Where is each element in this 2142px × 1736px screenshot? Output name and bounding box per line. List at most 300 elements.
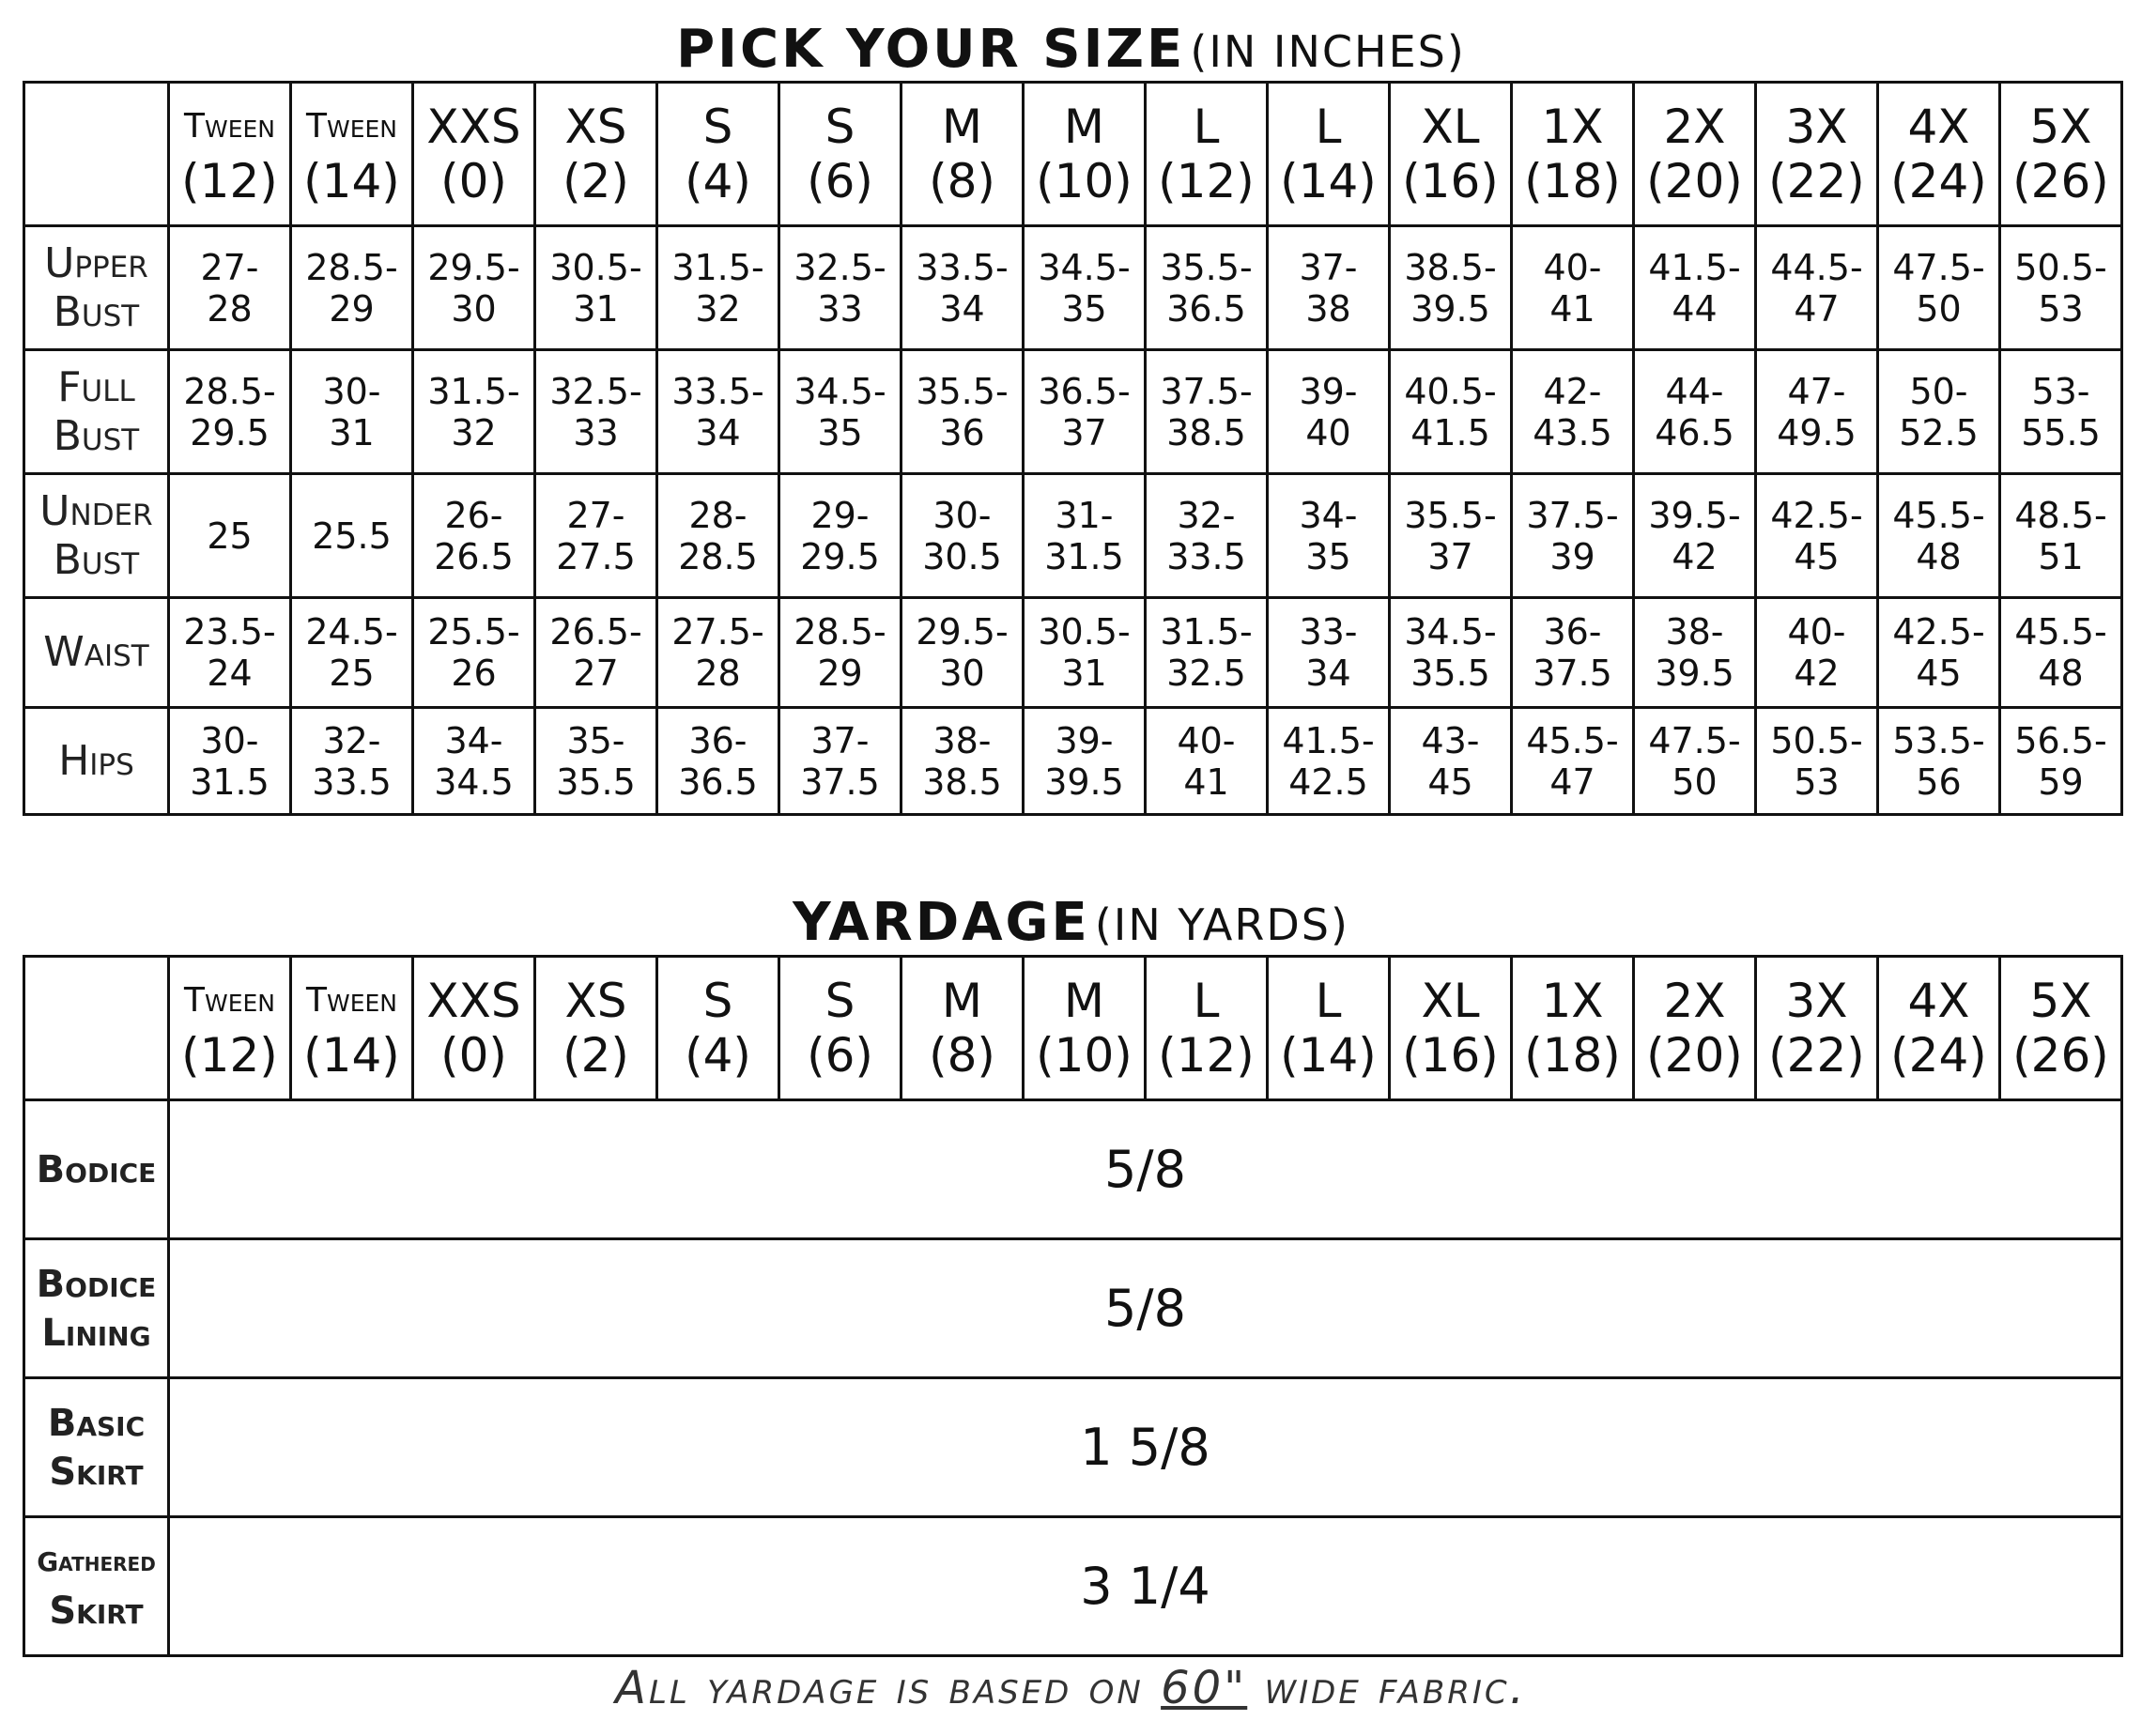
size-number: (6) — [807, 154, 873, 208]
measurement-value: 42.5 — [1288, 760, 1368, 803]
measurement-value: 41 — [1183, 760, 1229, 803]
size-number: (2) — [562, 1028, 629, 1083]
measurement-cell — [1268, 598, 1390, 708]
size-name: L — [1193, 974, 1220, 1028]
measurement-cell — [2000, 474, 2122, 598]
measurement-cell — [2000, 708, 2122, 815]
measurement-value: 45 — [1916, 653, 1962, 694]
measurement-value: 53 — [2038, 287, 2084, 330]
yardage-chart-size-header — [657, 957, 779, 1100]
measurement-value: 33.5 — [312, 760, 392, 803]
measurement-cell — [1268, 708, 1390, 815]
measurement-cell — [291, 350, 413, 474]
yardage-row — [24, 1239, 2122, 1378]
measurement-label-line: Under — [39, 486, 153, 535]
size-name: XS — [564, 100, 627, 154]
size-name: 2X — [1663, 974, 1726, 1028]
fabric-piece-label-line: Lining — [41, 1311, 151, 1355]
measurement-cell — [1390, 226, 1512, 350]
measurement-value: 32.5 — [1166, 653, 1246, 694]
size-chart-corner-cell — [24, 83, 169, 226]
measurement-value: 32- — [1177, 494, 1236, 536]
measurement-value: 40- — [1543, 246, 1602, 288]
measurement-row — [24, 598, 2122, 708]
measurement-cell — [1756, 474, 1878, 598]
measurement-cell — [291, 598, 413, 708]
size-chart-size-header — [1512, 83, 1634, 226]
size-name: 1X — [1541, 974, 1604, 1028]
measurement-value: 42.5- — [1770, 494, 1863, 536]
measurement-value: 42- — [1543, 370, 1602, 412]
size-name: 1X — [1541, 100, 1604, 154]
measurement-value: 39.5 — [1410, 287, 1490, 330]
measurement-cell — [657, 708, 779, 815]
measurement-cell — [779, 350, 901, 474]
measurement-value: 35 — [1061, 287, 1107, 330]
measurement-cell — [1512, 350, 1634, 474]
measurement-cell — [657, 350, 779, 474]
measurement-label — [24, 474, 169, 598]
measurement-label — [24, 350, 169, 474]
measurement-value: 40.5- — [1404, 370, 1497, 412]
size-number: (0) — [440, 154, 507, 208]
measurement-value: 45.5- — [2014, 611, 2107, 653]
yardage-chart-header-row — [24, 957, 2122, 1100]
measurement-cell — [1146, 226, 1268, 350]
measurement-value: 33 — [573, 411, 619, 453]
measurement-cell — [1634, 708, 1756, 815]
measurement-cell — [779, 474, 901, 598]
measurement-value: 30.5- — [1038, 611, 1131, 653]
measurement-value: 42.5- — [1892, 611, 1985, 653]
measurement-value: 35.5- — [1404, 494, 1497, 536]
size-chart-size-header — [657, 83, 779, 226]
measurement-value: 59 — [2038, 760, 2084, 803]
size-name: XXS — [426, 974, 521, 1028]
measurement-cell — [413, 474, 535, 598]
footnote — [0, 1662, 2142, 1714]
measurement-value: 45.5- — [1526, 719, 1619, 761]
measurement-label-line: Hips — [58, 736, 134, 785]
measurement-label — [24, 708, 169, 815]
measurement-cell — [1390, 350, 1512, 474]
measurement-cell — [535, 226, 657, 350]
measurement-value: 31 — [573, 287, 619, 330]
measurement-value: 43- — [1421, 719, 1480, 761]
measurement-value: 26 — [451, 653, 497, 694]
size-name: 5X — [2029, 100, 2092, 154]
measurement-cell — [1024, 474, 1146, 598]
measurement-value: 31- — [1055, 494, 1114, 536]
measurement-value: 36- — [1543, 611, 1602, 653]
measurement-value: 29 — [329, 287, 375, 330]
yardage-value: 5/8 — [169, 1239, 2122, 1378]
yardage-value: 3 1/4 — [169, 1517, 2122, 1656]
measurement-value: 36 — [939, 411, 985, 453]
measurement-value: 48.5- — [2014, 494, 2107, 536]
measurement-value: 44 — [1672, 287, 1718, 330]
measurement-cell — [901, 226, 1024, 350]
measurement-value: 48 — [2038, 653, 2084, 694]
yardage-chart-subtitle: (IN YARDS) — [1094, 899, 1349, 950]
measurement-cell — [291, 226, 413, 350]
measurement-value: 37.5- — [1526, 494, 1619, 536]
measurement-cell — [1024, 226, 1146, 350]
measurement-value: 51 — [2038, 535, 2084, 577]
measurement-cell — [169, 598, 291, 708]
measurement-value: 29.5- — [427, 246, 520, 288]
measurement-value: 36.5 — [1166, 287, 1246, 330]
measurement-value: 34 — [1305, 653, 1351, 694]
size-name: M — [1063, 974, 1105, 1028]
size-number: (18) — [1524, 154, 1621, 208]
measurement-value: 33.5 — [1166, 535, 1246, 577]
measurement-value: 44- — [1665, 370, 1724, 412]
size-number: (4) — [685, 1028, 751, 1083]
measurement-value: 39.5- — [1648, 494, 1741, 536]
measurement-value: 36- — [688, 719, 747, 761]
measurement-cell — [1756, 598, 1878, 708]
measurement-value: 41 — [1549, 287, 1595, 330]
fabric-piece-label-line: Skirt — [49, 1450, 144, 1494]
fabric-piece-label-line: Gathered — [37, 1545, 156, 1577]
measurement-value: 47.5- — [1648, 719, 1741, 761]
size-number: (20) — [1646, 1028, 1743, 1083]
measurement-cell — [1390, 598, 1512, 708]
size-number: (26) — [2012, 1028, 2109, 1083]
measurement-value: 27- — [200, 246, 259, 288]
measurement-value: 29.5- — [916, 611, 1009, 653]
measurement-cell — [291, 708, 413, 815]
fabric-piece-label — [24, 1517, 169, 1656]
measurement-value: 42 — [1794, 653, 1840, 694]
yardage-chart-title-block — [0, 892, 2142, 953]
size-number: (22) — [1768, 154, 1865, 208]
measurement-value: 31.5- — [671, 246, 764, 288]
size-name: 3X — [1785, 974, 1848, 1028]
measurement-label-line: Upper — [44, 238, 148, 287]
size-chart-size-header — [535, 83, 657, 226]
measurement-value: 25.5 — [312, 515, 392, 557]
yardage-chart-corner-cell — [24, 957, 169, 1100]
measurement-value: 35.5- — [1160, 246, 1253, 288]
yardage-chart-size-header — [2000, 957, 2122, 1100]
footnote-after: wide fabric. — [1247, 1662, 1527, 1714]
size-chart-subtitle: (IN INCHES) — [1190, 26, 1466, 77]
measurement-value: 47 — [1794, 287, 1840, 330]
size-number: (24) — [1890, 1028, 1987, 1083]
yardage-value: 5/8 — [169, 1100, 2122, 1239]
measurement-label — [24, 226, 169, 350]
size-number: (14) — [1280, 1028, 1377, 1083]
measurement-value: 50 — [1916, 287, 1962, 330]
measurement-cell — [1512, 474, 1634, 598]
measurement-row — [24, 226, 2122, 350]
measurement-value: 33.5- — [671, 370, 764, 412]
measurement-value: 36.5- — [1038, 370, 1131, 412]
measurement-cell — [1512, 598, 1634, 708]
measurement-cell — [657, 598, 779, 708]
size-chart-size-header — [1634, 83, 1756, 226]
measurement-value: 50- — [1909, 370, 1968, 412]
fabric-piece-label-line: Bodice — [36, 1262, 157, 1306]
measurement-cell — [1634, 474, 1756, 598]
measurement-row — [24, 350, 2122, 474]
size-name: 3X — [1785, 100, 1848, 154]
size-chart-size-header — [901, 83, 1024, 226]
measurement-value: 33 — [817, 287, 863, 330]
size-name: XL — [1421, 100, 1480, 154]
measurement-row — [24, 708, 2122, 815]
measurement-cell — [291, 474, 413, 598]
measurement-cell — [413, 350, 535, 474]
measurement-value: 30- — [932, 494, 992, 536]
yardage-chart-table — [23, 955, 2123, 1657]
measurement-cell — [1268, 474, 1390, 598]
measurement-cell — [901, 474, 1024, 598]
measurement-cell — [1268, 350, 1390, 474]
measurement-value: 35 — [817, 411, 863, 453]
size-number: (8) — [929, 1028, 995, 1083]
measurement-value: 42 — [1672, 535, 1718, 577]
size-number: (26) — [2012, 154, 2109, 208]
measurement-cell — [535, 598, 657, 708]
measurement-value: 31.5- — [427, 370, 520, 412]
measurement-value: 38.5 — [922, 760, 1002, 803]
measurement-value: 34.5 — [434, 760, 514, 803]
measurement-value: 30 — [451, 287, 497, 330]
measurement-label-line: Bust — [53, 287, 140, 336]
measurement-cell — [901, 350, 1024, 474]
yardage-chart-size-header — [1756, 957, 1878, 1100]
measurement-value: 35.5 — [556, 760, 636, 803]
measurement-cell — [1634, 598, 1756, 708]
size-chart-size-header — [1756, 83, 1878, 226]
size-name: Tween — [305, 107, 397, 146]
measurement-value: 34.5- — [1038, 246, 1131, 288]
yardage-chart-size-header — [1878, 957, 2000, 1100]
size-name: XS — [564, 974, 627, 1028]
fabric-piece-label-line: Basic — [47, 1401, 146, 1445]
measurement-value: 35.5 — [1410, 653, 1490, 694]
measurement-value: 30.5- — [549, 246, 642, 288]
measurement-value: 30 — [939, 653, 985, 694]
measurement-value: 45.5- — [1892, 494, 1985, 536]
measurement-value: 29.5 — [190, 411, 270, 453]
measurement-value: 29 — [817, 653, 863, 694]
fabric-piece-label — [24, 1378, 169, 1517]
measurement-value: 41.5 — [1410, 411, 1490, 453]
measurement-value: 30- — [200, 719, 259, 761]
size-number: (4) — [685, 154, 751, 208]
yardage-chart-size-header — [291, 957, 413, 1100]
size-number: (12) — [181, 154, 278, 208]
size-name: Tween — [305, 981, 397, 1020]
size-name: L — [1193, 100, 1220, 154]
measurement-cell — [2000, 226, 2122, 350]
yardage-chart-size-header — [1512, 957, 1634, 1100]
measurement-value: 47- — [1787, 370, 1846, 412]
measurement-value: 56.5- — [2014, 719, 2107, 761]
measurement-value: 25 — [207, 515, 253, 557]
size-number: (16) — [1402, 1028, 1499, 1083]
measurement-value: 23.5- — [183, 611, 276, 653]
measurement-value: 39 — [1549, 535, 1595, 577]
measurement-cell — [901, 708, 1024, 815]
measurement-value: 37- — [1299, 246, 1358, 288]
measurement-value: 38- — [1665, 611, 1724, 653]
yardage-chart-size-header — [1024, 957, 1146, 1100]
measurement-value: 35 — [1305, 535, 1351, 577]
size-chart-size-header — [291, 83, 413, 226]
measurement-value: 40- — [1177, 719, 1236, 761]
measurement-value: 26.5 — [434, 535, 514, 577]
measurement-value: 28.5- — [305, 246, 398, 288]
yardage-chart-size-header — [535, 957, 657, 1100]
measurement-value: 38 — [1305, 287, 1351, 330]
measurement-value: 39- — [1055, 719, 1114, 761]
size-chart-size-header — [1268, 83, 1390, 226]
measurement-value: 31.5 — [190, 760, 270, 803]
measurement-cell — [1024, 350, 1146, 474]
measurement-cell — [1878, 226, 2000, 350]
measurement-value: 40 — [1305, 411, 1351, 453]
measurement-row — [24, 474, 2122, 598]
measurement-value: 27 — [573, 653, 619, 694]
size-number: (12) — [1158, 1028, 1255, 1083]
yardage-chart-title: YARDAGE — [793, 892, 1090, 953]
size-number: (20) — [1646, 154, 1743, 208]
size-name: 4X — [1907, 100, 1970, 154]
measurement-value: 35- — [566, 719, 625, 761]
measurement-cell — [1878, 598, 2000, 708]
measurement-cell — [169, 226, 291, 350]
measurement-value: 25 — [329, 653, 375, 694]
measurement-value: 37.5 — [800, 760, 880, 803]
measurement-cell — [1146, 598, 1268, 708]
size-chart-size-header — [2000, 83, 2122, 226]
footnote-fabric-width: 60" — [1161, 1662, 1248, 1714]
measurement-value: 39.5 — [1655, 653, 1734, 694]
measurement-value: 45 — [1794, 535, 1840, 577]
measurement-value: 28.5- — [794, 611, 886, 653]
size-chart-size-header — [1146, 83, 1268, 226]
size-chart-size-header — [1390, 83, 1512, 226]
size-chart-size-header — [779, 83, 901, 226]
size-number: (22) — [1768, 1028, 1865, 1083]
measurement-cell — [2000, 350, 2122, 474]
size-name: L — [1315, 974, 1342, 1028]
measurement-cell — [1512, 708, 1634, 815]
measurement-cell — [901, 598, 1024, 708]
footnote-before: All yardage is based on — [615, 1662, 1162, 1714]
measurement-value: 29.5 — [800, 535, 880, 577]
yardage-chart-size-header — [1634, 957, 1756, 1100]
measurement-value: 31.5- — [1160, 611, 1253, 653]
measurement-cell — [1756, 226, 1878, 350]
size-chart-size-header — [413, 83, 535, 226]
measurement-cell — [779, 226, 901, 350]
size-name: 4X — [1907, 974, 1970, 1028]
fabric-piece-label — [24, 1100, 169, 1239]
measurement-label-line: Waist — [43, 628, 149, 676]
size-number: (10) — [1036, 154, 1133, 208]
measurement-value: 32.5- — [549, 370, 642, 412]
measurement-cell — [169, 350, 291, 474]
measurement-value: 24 — [207, 653, 253, 694]
size-chart-size-header — [1878, 83, 2000, 226]
measurement-value: 40- — [1787, 611, 1846, 653]
measurement-value: 31.5 — [1044, 535, 1124, 577]
measurement-value: 34- — [444, 719, 503, 761]
measurement-cell — [2000, 598, 2122, 708]
measurement-cell — [1634, 350, 1756, 474]
measurement-value: 28 — [695, 653, 741, 694]
measurement-cell — [1146, 708, 1268, 815]
size-name: 5X — [2029, 974, 2092, 1028]
measurement-value: 41.5- — [1648, 246, 1741, 288]
measurement-value: 32 — [451, 411, 497, 453]
yardage-chart-size-header — [779, 957, 901, 1100]
measurement-value: 39.5 — [1044, 760, 1124, 803]
yardage-chart-size-header — [1268, 957, 1390, 1100]
measurement-value: 38.5 — [1166, 411, 1246, 453]
size-name: XXS — [426, 100, 521, 154]
size-number: (16) — [1402, 154, 1499, 208]
size-chart-size-header — [169, 83, 291, 226]
measurement-value: 37.5 — [1533, 653, 1612, 694]
measurement-value: 27- — [566, 494, 625, 536]
measurement-value: 53- — [2031, 370, 2090, 412]
measurement-value: 25.5- — [427, 611, 520, 653]
measurement-value: 28- — [688, 494, 747, 536]
size-chart-header-row — [24, 83, 2122, 226]
measurement-value: 26.5- — [549, 611, 642, 653]
measurement-cell — [169, 474, 291, 598]
yardage-chart-size-header — [1146, 957, 1268, 1100]
fabric-piece-label — [24, 1239, 169, 1378]
measurement-cell — [779, 598, 901, 708]
size-name: S — [702, 100, 733, 154]
measurement-cell — [535, 350, 657, 474]
measurement-cell — [169, 708, 291, 815]
fabric-piece-label-line: Bodice — [36, 1147, 157, 1191]
yardage-chart-size-header — [413, 957, 535, 1100]
measurement-label-line: Bust — [53, 411, 140, 460]
measurement-cell — [1390, 474, 1512, 598]
measurement-value: 32.5- — [794, 246, 886, 288]
size-name: M — [941, 100, 983, 154]
measurement-value: 34.5- — [794, 370, 886, 412]
measurement-cell — [413, 226, 535, 350]
measurement-value: 47.5- — [1892, 246, 1985, 288]
measurement-label-line: Bust — [53, 535, 140, 584]
measurement-value: 29- — [810, 494, 870, 536]
measurement-value: 37 — [1061, 411, 1107, 453]
size-number: (14) — [1280, 154, 1377, 208]
measurement-value: 34 — [695, 411, 741, 453]
size-number: (14) — [303, 154, 400, 208]
measurement-value: 53.5- — [1892, 719, 1985, 761]
size-chart-table — [23, 81, 2123, 816]
measurement-value: 28.5 — [678, 535, 758, 577]
measurement-value: 37 — [1427, 535, 1473, 577]
measurement-value: 37.5- — [1160, 370, 1253, 412]
measurement-value: 55.5 — [2021, 411, 2101, 453]
measurement-cell — [1512, 226, 1634, 350]
size-number: (8) — [929, 154, 995, 208]
measurement-value: 31 — [1061, 653, 1107, 694]
